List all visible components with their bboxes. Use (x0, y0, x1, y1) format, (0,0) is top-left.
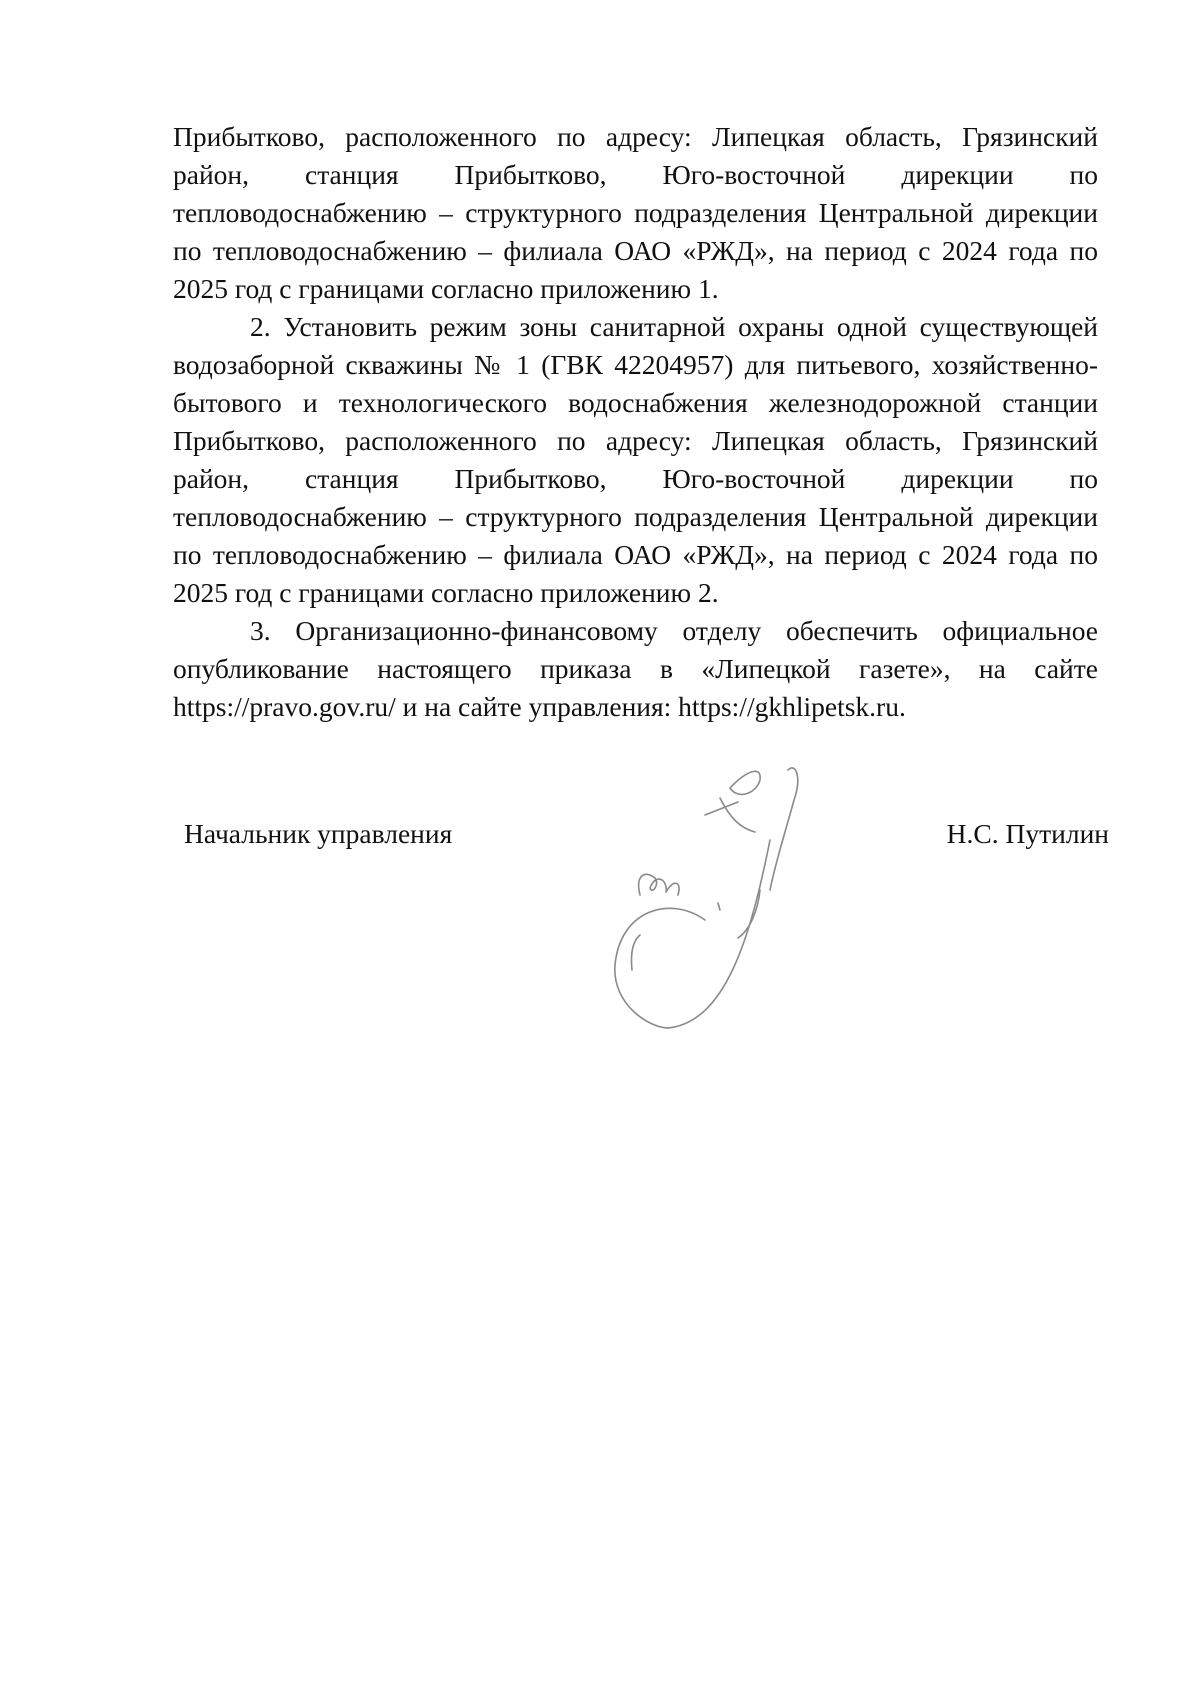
signatory-position: Начальник управления (184, 818, 453, 849)
signatory-name: Н.С. Путилин (946, 818, 1109, 849)
paragraph-1-continuation: Прибытково, расположенного по адресу: Липецкая область, Грязинский район, станция Прибытково, Юго-восточной дирекции по тепловодоснабжению – структурного подразделения Центральной дирекции по тепловодоснабжению – филиала ОАО «РЖД», на период с 2024 года по 2025 год с границами согласно приложению 1. (173, 121, 1098, 304)
paragraph-2: 2. Установить режим зоны санитарной охраны одной существующей водозаборной скважины № 1 (ГВК 42204957) для питьевого, хозяйственно-бытового и технологического водоснабжения железнодорожной станции Прибытково, расположенного по адресу: Липецкая область, Грязинский район, станция Прибытково, Юго-восточной дирекции по тепловодоснабжению – структурного подразделения Центральной дирекции по тепловодоснабжению – филиала ОАО «РЖД», на период с 2024 года по 2025 год с границами согласно приложению 2. (173, 311, 1098, 608)
paragraph-3: 3. Организационно-финансовому отделу обеспечить официальное опубликование настоящего приказа в «Липецкой газете», на сайте https://pravo.gov.ru/ и на сайте управления: https://gkhlipetsk.ru. (173, 615, 1098, 722)
handwritten-signature (610, 760, 870, 1030)
document-body (173, 118, 1098, 726)
